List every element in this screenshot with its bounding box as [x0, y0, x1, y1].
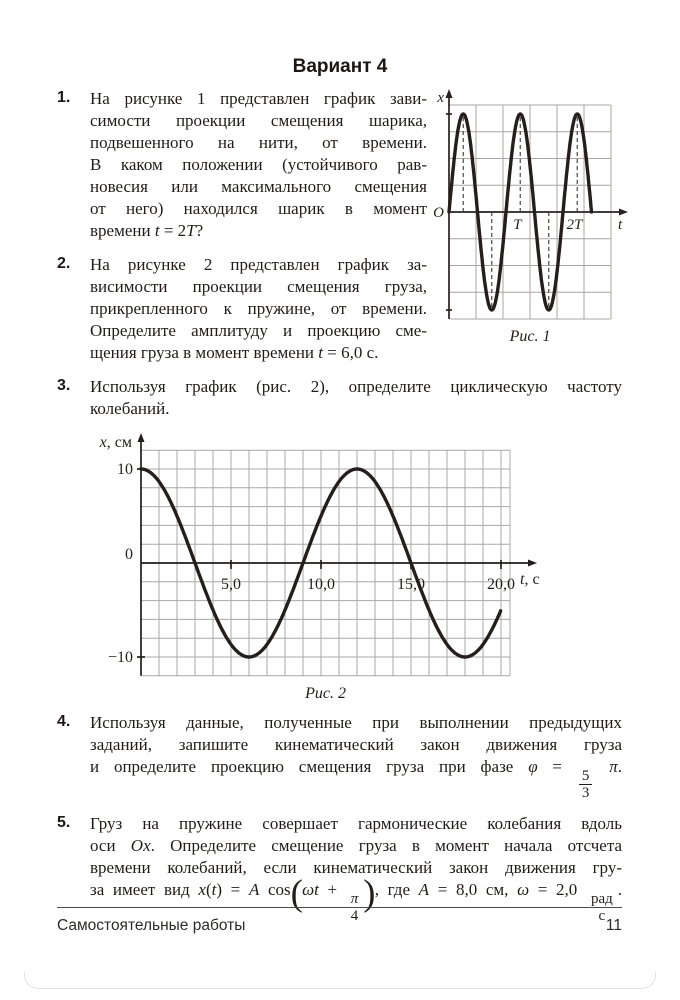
fraction: $\frac{\text{рад}}{с}$ [590, 891, 613, 925]
text-line: висимости проекции смещения груза, [90, 277, 427, 296]
text-line: В каком положении (устойчивого рав- [90, 155, 427, 174]
page-footer [57, 907, 622, 935]
footer-section-label: Самостоятельные работы [57, 917, 246, 934]
problem-text [90, 88, 427, 242]
problem-number: 5. [57, 814, 71, 832]
text-line: за имеет вид x(t) = A cos(ωt + $\frac{\pi}{4}$ ), где A = 8,0 см, ω = 2,0 $\frac{\text{рад}}{с}$ . [90, 872, 622, 925]
problem-number: 1. [57, 89, 71, 106]
fig2-yaxis-arrow [138, 433, 145, 442]
problem-text [90, 376, 622, 420]
text-line: заданий, запишите кинематический закон движения груза [90, 735, 622, 754]
page-title: Вариант 4 [292, 56, 388, 77]
fig1-x-tick-label: T [513, 217, 522, 233]
problem-4 [57, 712, 622, 801]
fig2-x-axis-label: t, с [520, 571, 540, 588]
text-line: и определите проекцию смещения груза при фазе φ = $\frac{5}{3}$ π. [90, 757, 622, 802]
text-line: щения груза в момент времени t = 6,0 с. [90, 343, 379, 362]
problem-number: 4. [57, 713, 71, 730]
problem-number: 2. [57, 255, 71, 272]
fig2-x-tick-label: 15,0 [397, 576, 425, 593]
fig2-x-tick-label: 20,0 [487, 576, 515, 593]
fig2-x-tick-label: 10,0 [307, 576, 335, 593]
fig2-y-axis-label: x, см [99, 434, 132, 451]
problem-text [90, 254, 427, 364]
fraction: $\frac{\pi}{4}$ [348, 892, 362, 925]
fig1-x-tick-label: 2T [566, 217, 583, 233]
text-line: новесия или максимального смещения [90, 177, 427, 196]
text-line: Груз на пружине совершает гармонические колебания вдоль [90, 814, 622, 834]
big-paren: ( [290, 872, 303, 914]
fig2-y-tick-label: 0 [125, 546, 133, 563]
fig2-x-tick-label: 5,0 [221, 576, 241, 593]
text-line: На рисунке 1 представлен график зави- [90, 89, 427, 108]
problem-3 [57, 376, 622, 420]
fig1-origin-label: O [434, 205, 444, 221]
fig2-caption: Рис. 2 [305, 685, 346, 702]
text-line: оси Ox. Определите смещение груза в момент начала отсчета [90, 836, 622, 856]
fig2-labels [99, 434, 540, 702]
text-line: колебаний. [90, 399, 170, 418]
text-line: подвешенного на нити, от времени. [90, 133, 427, 152]
fig1-caption: Рис. 1 [509, 328, 551, 345]
page-bottom-edge [24, 972, 656, 989]
text-line: прикрепленного к пружине, от времени. [90, 299, 427, 318]
problems-list [57, 88, 622, 937]
fig2-y-tick-label: 10 [117, 461, 133, 478]
fig2-y-tick-label: −10 [107, 649, 133, 666]
problem-number: 3. [57, 377, 71, 394]
fig1-x-axis-label: t [618, 217, 623, 233]
figure-2 [85, 432, 625, 704]
figure-2-graph [85, 432, 625, 704]
text-line: Используя данные, полученные при выполнении предыдущих [90, 713, 622, 732]
text-line: На рисунке 2 представлен график за- [90, 255, 427, 274]
text-line: времени колебаний, если кинематический закон движения гру- [90, 858, 622, 878]
fig2-axes [137, 440, 531, 676]
problem-text [90, 712, 622, 801]
big-paren: ) [363, 872, 375, 914]
problem-2 [57, 254, 622, 364]
text-line: Определите амплитуду и проекцию сме- [90, 321, 427, 340]
fig1-y-axis-label: x [437, 90, 444, 106]
problem-1 [57, 88, 622, 242]
page-number: 11 [605, 917, 622, 934]
fig2-xaxis-arrow [528, 560, 537, 567]
text-line: времени t = 2T? [90, 221, 204, 240]
fraction: $\frac{5}{3}$ [579, 769, 593, 802]
text-line: Используя график (рис. 2), определите циклическую частоту [90, 377, 622, 396]
text-line: симости проекции смещения шарика, [90, 111, 427, 130]
text-line: от него) находился шарик в момент [90, 199, 427, 218]
